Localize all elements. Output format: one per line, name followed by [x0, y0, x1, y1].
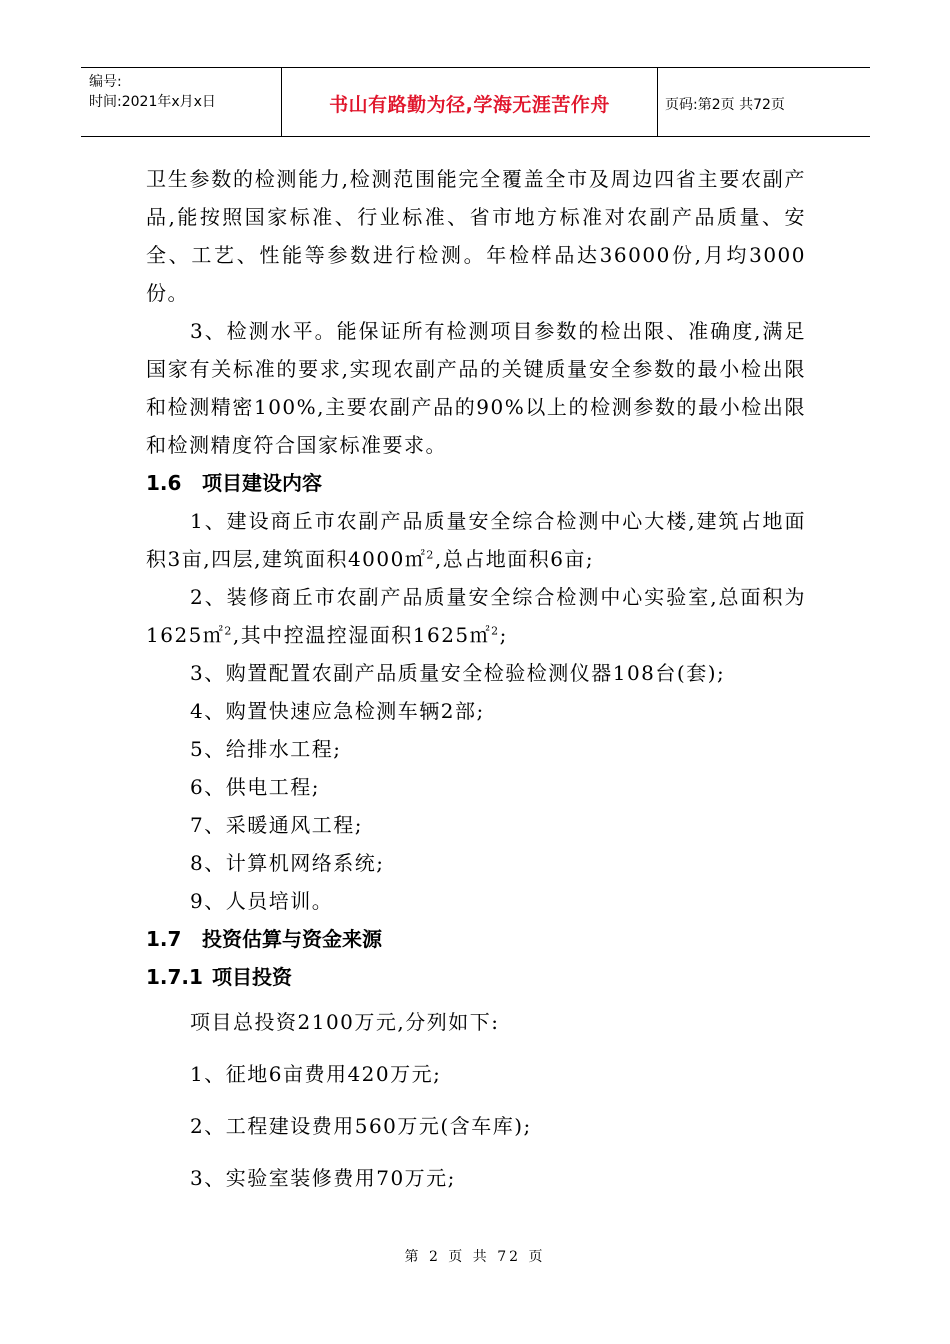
list-item: 3、购置配置农副产品质量安全检验检测仪器108台(套); — [190, 661, 726, 685]
header-page-info: 页码:第2页 共72页 — [665, 97, 785, 113]
section-title: 投资估算与资金来源 — [202, 927, 382, 951]
document-body — [146, 160, 806, 1204]
section-number: 1.7 — [146, 927, 182, 951]
list-item: 6、供电工程; — [190, 775, 320, 799]
list-item: 4、购置快速应急检测车辆2部; — [190, 699, 485, 723]
header-number: 编号: — [89, 74, 122, 90]
list-item: 1、征地6亩费用420万元; — [190, 1062, 442, 1086]
header-motto: 书山有路勤为径,学海无涯苦作舟 — [329, 94, 610, 116]
list-item: 5、给排水工程; — [190, 737, 342, 761]
header-meta — [89, 72, 216, 112]
list-item: 3、实验室装修费用70万元; — [190, 1166, 456, 1190]
list-item: 2、装修商丘市农副产品质量安全综合检测中心实验室,总面积为1625㎡$^2$,其中控温控湿面积1625㎡$^2$; — [146, 585, 806, 647]
list-item: 7、采暖通风工程; — [190, 813, 363, 837]
page-footer: 第 2 页 共 72 页 — [404, 1249, 546, 1265]
paragraph: 项目总投资2100万元,分列如下: — [190, 1010, 500, 1034]
list-item: 2、工程建设费用560万元(含车库); — [190, 1114, 532, 1138]
list-item: 8、计算机网络系统; — [190, 851, 385, 875]
section-heading — [146, 464, 806, 502]
header-time: 时间:2021年x月x日 — [89, 94, 216, 110]
header-divider — [657, 68, 658, 136]
section-heading — [146, 920, 806, 958]
paragraph: 卫生参数的检测能力,检测范围能完全覆盖全市及周边四省主要农副产品,能按照国家标准、行业标准、省市地方标准对农副产品质量、安全、工艺、性能等参数进行检测。年检样品达36000份,月均3000份。 — [146, 167, 806, 305]
subsection-title: 项目投资 — [212, 965, 292, 989]
section-number: 1.6 — [146, 471, 182, 495]
subsection-heading — [146, 958, 806, 996]
subsection-number: 1.7.1 — [146, 965, 203, 989]
paragraph: 3、检测水平。能保证所有检测项目参数的检出限、准确度,满足国家有关标准的要求,实现农副产品的关键质量安全参数的最小检出限和检测精密100%,主要农副产品的90%以上的检测参数的最小检出限和检测精度符合国家标准要求。 — [146, 319, 806, 457]
list-item: 1、建设商丘市农副产品质量安全综合检测中心大楼,建筑占地面积3亩,四层,建筑面积4000㎡$^2$,总占地面积6亩; — [146, 509, 806, 571]
page-header — [81, 67, 870, 137]
section-title: 项目建设内容 — [202, 471, 322, 495]
list-item: 9、人员培训。 — [190, 889, 334, 913]
